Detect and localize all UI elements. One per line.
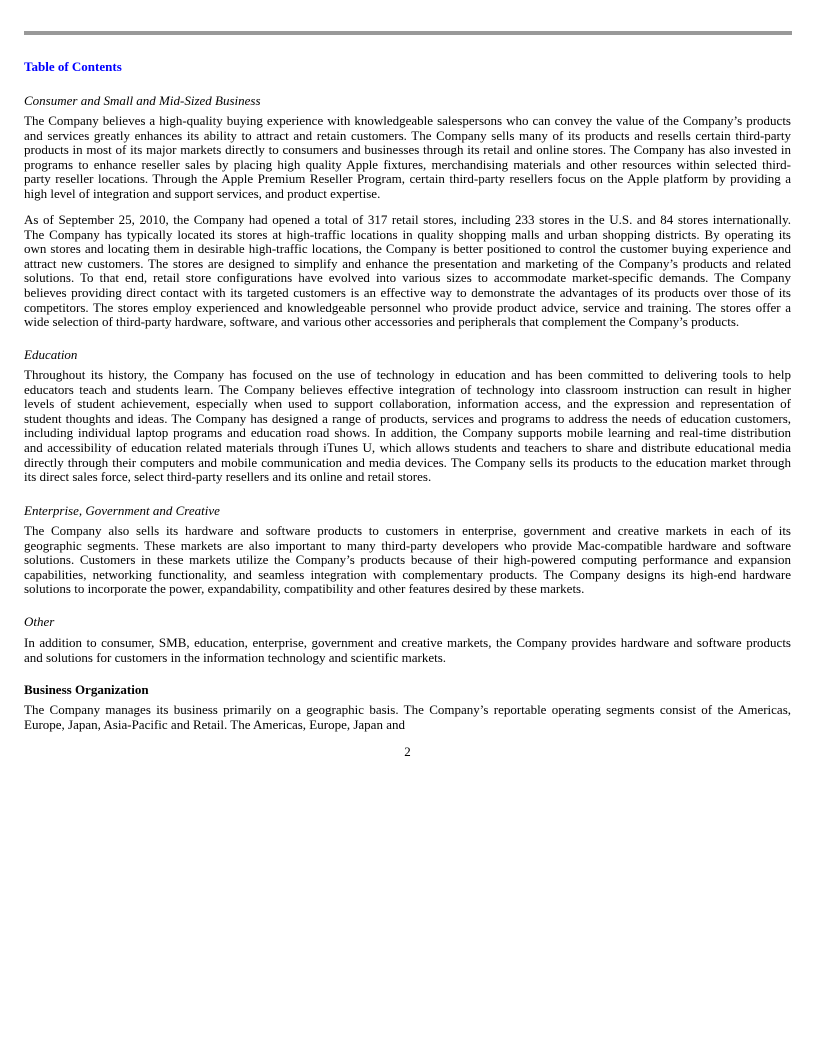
text-line: attract new customers. The stores are designed to simplify and enhance the presentation and marketing of the Company’s products and related (24, 255, 791, 271)
text-line: products in most of its major markets directly to consumers and businesses through its retail and online stores. The Company has also invested in (24, 142, 791, 158)
text-line: wide selection of third-party hardware, software, and various other accessories and peripherals that complement the Company’s products. (24, 314, 740, 330)
paragraph (24, 368, 791, 485)
text-line: and accessibility of education related materials through iTunes U, which allows students and teachers to share and distribute educational media (24, 439, 791, 455)
text-line: programs to enhance reseller sales by placing high quality Apple fixtures, merchandising materials and other resources within selected third- (24, 156, 791, 172)
paragraph (24, 636, 791, 665)
text-line: Europe, Japan, Asia-Pacific and Retail. The Americas, Europe, Japan and (24, 716, 405, 732)
text-line: own stores and locating them in desirable high-traffic locations, the Company is better positioned to control the customer buying experience and (24, 241, 791, 257)
section-heading: Other (24, 614, 55, 629)
text-line: educators teach and students learn. The Company believes effective integration of technology into classroom instruction can result in higher (24, 381, 791, 397)
text-line: high level of integration and support services, and product expertise. (24, 185, 381, 201)
section-heading: Consumer and Small and Mid-Sized Business (24, 93, 261, 108)
paragraph (24, 213, 791, 330)
page-number: 2 (404, 744, 411, 759)
paragraph (24, 524, 791, 597)
text-line: The Company also sells its hardware and software products to customers in enterprise, government and creative markets in each of its (24, 523, 791, 538)
section-heading: Education (24, 347, 78, 362)
section-heading: Business Organization (24, 682, 149, 697)
text-line: levels of student achievement, especially when used to support collaboration, information access, and the expression and representation of (24, 396, 791, 412)
text-line: and solutions for customers in the information technology and scientific markets. (24, 649, 447, 665)
text-line: As of September 25, 2010, the Company had opened a total of 317 retail stores, including 233 stores in the U.S. and 84 stores internationally. (24, 212, 791, 227)
text-line: The Company manages its business primarily on a geographic basis. The Company’s reportable operating segments consist of the Americas, (24, 702, 791, 717)
text-line: In addition to consumer, SMB, education, enterprise, government and creative markets, the Company provides hardware and software products (24, 635, 791, 650)
text-line: competitors. The stores employ experienced and knowledgeable personnel who provide product advice, service and training. The stores offer a (24, 299, 791, 315)
text-line: and services greatly enhances its ability to attract and retain customers. The Company sells many of its products and resells certain third-party (24, 127, 791, 143)
text-line: its direct sales force, select third-party resellers and its online and retail stores. (24, 469, 432, 485)
text-line: capabilities, networking functionality, and seamless integration with complementary products. The Company designs its high-end hardware (24, 566, 791, 582)
text-line: The Company has typically located its stores at high-traffic locations in quality shopping malls and urban shopping districts. By operating its (24, 226, 791, 242)
text-line: including individual laptop programs and education road shows. In addition, the Company supports mobile learning and real-time distribution (24, 425, 791, 441)
text-line: party reseller locations. Through the Apple Premium Reseller Program, certain third-party resellers focus on the Apple platform by providing a (24, 171, 791, 187)
section-heading: Enterprise, Government and Creative (24, 503, 220, 518)
text-line: solutions. To that end, retail store configurations have evolved into various sizes to accommodate market-specific demands. The Company (24, 270, 791, 286)
top-rule (24, 31, 792, 35)
paragraph (24, 114, 791, 202)
paragraph (24, 703, 791, 732)
table-of-contents-link[interactable]: Table of Contents (24, 59, 122, 74)
text-line: Throughout its history, the Company has focused on the use of technology in education and has been committed to delivering tools to help (24, 367, 791, 382)
text-line: student thoughts and ideas. The Company has designed a range of products, services and programs to address the needs of education customers, (24, 410, 791, 426)
text-line: directly through their computers and mobile communication and media devices. The Company sells its products to the education market through (24, 454, 791, 470)
text-line: geographic segments. These markets are also important to many third-party developers who provide Mac-compatible hardware and software (24, 537, 791, 553)
text-line: The Company believes a high-quality buying experience with knowledgeable salespersons who can convey the value of the Company’s products (24, 113, 791, 128)
text-line: solutions to incorporate the power, expandability, compatibility and other features desired by these markets. (24, 581, 585, 597)
text-line: believes providing direct contact with its targeted customers is an effective way to demonstrate the advantages of its products over those of its (24, 284, 791, 300)
text-line: solutions. Customers in these markets utilize the Company’s products because of their high-powered computing performance and expansion (24, 552, 791, 568)
